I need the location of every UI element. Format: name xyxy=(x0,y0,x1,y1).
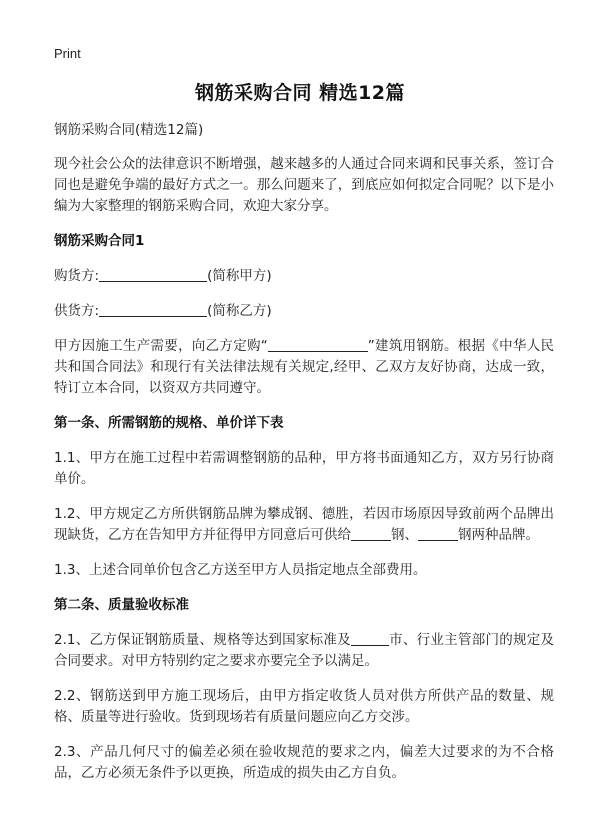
brand-blank-1 xyxy=(351,525,391,541)
document-body xyxy=(54,120,554,798)
clause-1-2-text-2: 钢、 xyxy=(391,527,418,543)
buyer-line xyxy=(54,266,554,287)
seller-suffix: (简称乙方) xyxy=(207,303,272,319)
steel-type-blank xyxy=(268,336,368,352)
preamble-paragraph xyxy=(54,336,554,399)
buyer-suffix: (简称甲方) xyxy=(207,268,272,284)
document-subtitle: 钢筋采购合同(精选12篇) xyxy=(54,122,204,138)
clause-1-2 xyxy=(54,504,554,546)
clause-2-1 xyxy=(54,630,554,672)
seller-blank xyxy=(99,301,207,317)
clause-1-2-text-1: 1.2、甲方规定乙方所供钢筋品牌为攀成钢、德胜，若因市场原因导致前两个品牌出现缺货，乙方在告知甲方并征得甲方同意后可供给 xyxy=(54,506,554,543)
preamble-text-2: ”建筑用钢筋。根据《中华人民共和国合同法》和现行有关法律法规有关规定,经甲、乙双方友好协商，达成一致，特订立本合同，以资双方共同遵守。 xyxy=(54,338,554,396)
seller-label: 供货方: xyxy=(54,303,100,319)
seller-line xyxy=(54,301,554,322)
buyer-blank xyxy=(99,266,207,282)
contract-1-heading: 钢筋采购合同1 xyxy=(54,233,145,249)
brand-blank-2 xyxy=(418,525,458,541)
clause-1-2-text-3: 钢两种品牌。 xyxy=(458,527,539,543)
buyer-label: 购货方: xyxy=(54,268,100,284)
clause-1-1: 1.1、甲方在施工过程中若需调整钢筋的品种，甲方将书面通知乙方，双方另行协商单价。 xyxy=(54,450,554,487)
print-link[interactable]: Print xyxy=(54,46,81,61)
article-2-heading: 第二条、质量验收标准 xyxy=(54,597,189,613)
clause-2-1-text-1: 2.1、乙方保证钢筋质量、规格等达到国家标准及 xyxy=(54,632,351,648)
clause-2-1-text-2: 市、行业主管部门的规定及合同要求。对甲方特别约定之要求亦要完全予以满足。 xyxy=(54,632,554,669)
document-title: 钢筋采购合同 精选12篇 xyxy=(194,82,406,104)
city-blank xyxy=(351,630,389,646)
clause-2-2: 2.2、钢筋送到甲方施工现场后，由甲方指定收货人员对供方所供产品的数量、规格、质量等进行验收。货到现场若有质量问题应向乙方交涉。 xyxy=(54,688,554,725)
clause-2-3: 2.3、产品几何尺寸的偏差必须在验收规范的要求之内，偏差大过要求的为不合格品，乙方必须无条件予以更换，所造成的损失由乙方自负。 xyxy=(54,744,554,781)
preamble-text-1: 甲方因施工生产需要，向乙方定购“ xyxy=(54,338,268,354)
article-1-heading: 第一条、所需钢筋的规格、单价详下表 xyxy=(54,415,284,431)
intro-paragraph: 现今社会公众的法律意识不断增强，越来越多的人通过合同来调和民事关系，签订合同也是避免争端的最好方式之一。那么问题来了，到底应如何拟定合同呢？以下是小编为大家整理的钢筋采购合同，欢迎大家分享。 xyxy=(54,156,554,214)
clause-1-3: 1.3、上述合同单价包含乙方送至甲方人员指定地点全部费用。 xyxy=(54,562,427,578)
